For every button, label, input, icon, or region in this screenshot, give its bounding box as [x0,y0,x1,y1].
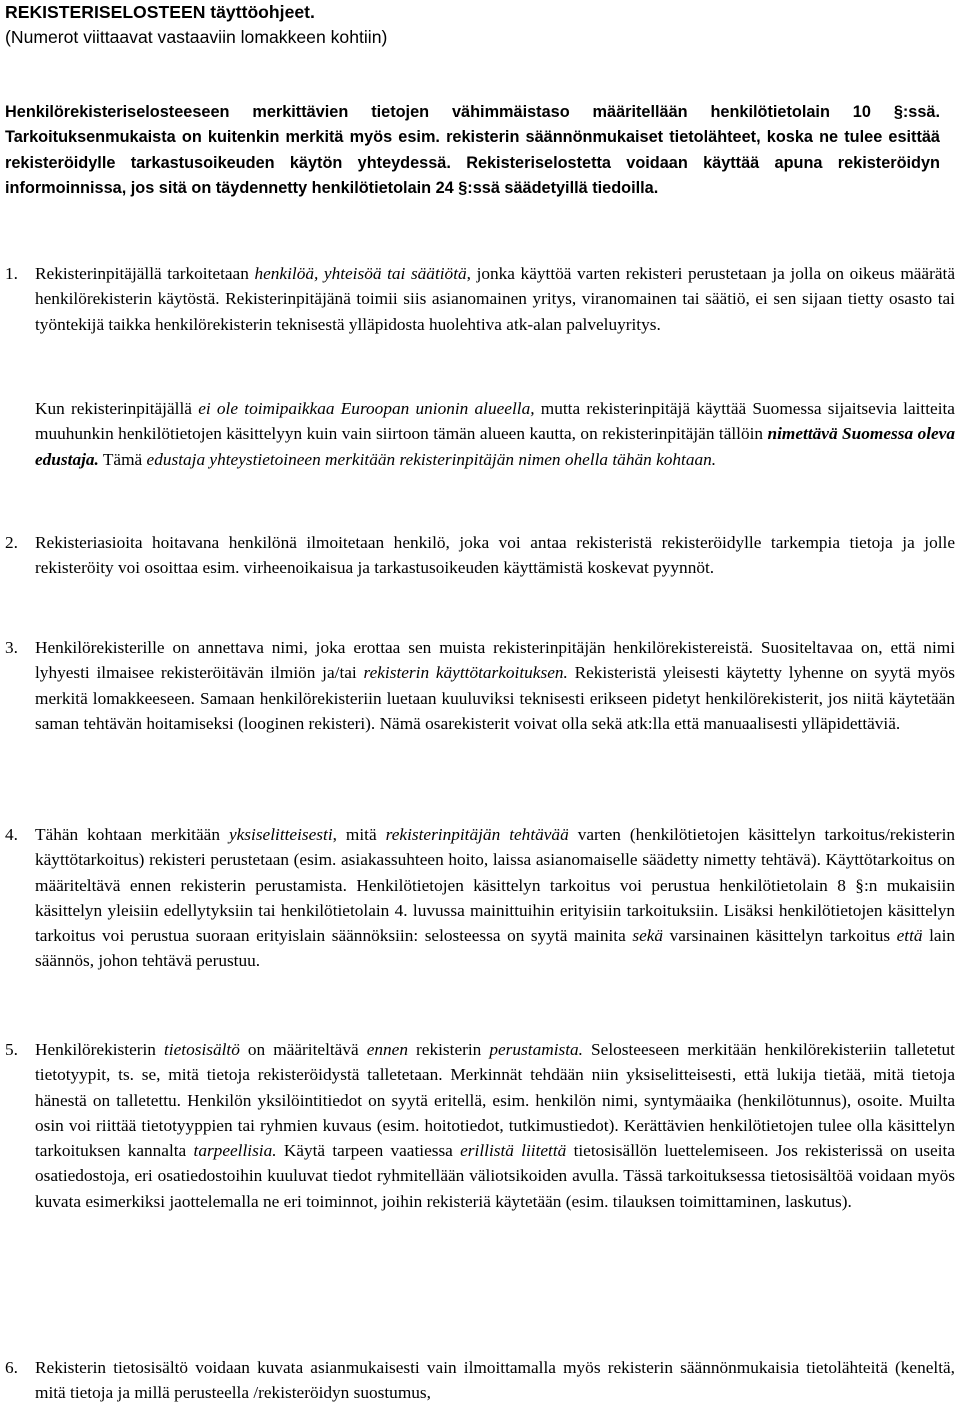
section-4 [5,822,955,974]
section-emphasis: yksiselitteisesti [228,825,333,844]
section-text: Tämä [98,449,147,469]
section-emphasis: henkilöä, yhteisöä tai säätiötä [254,264,467,283]
section-text: Henkilörekisterille on annettava nimi, joka erottaa sen muista rekisterinpitäjän henkilörekistereistä. Suositeltavaa on, että nimi lyhyesti ilmaisee rekisteröitävän ilmiön ja/tai [35,638,955,683]
section-emphasis: erillistä liitettä [460,1141,567,1161]
section-emphasis: rekisterin käyttötarkoituksen. [363,663,568,683]
section-text: Rekisterinpitäjällä tarkoitetaan [35,264,255,283]
section-5 [5,1037,955,1214]
section-text: Rekisterin tietosisältö voidaan kuvata asianmukaisesti vain ilmoittamalla myös rekisterin säännönmukaisia tietolähteitä (keneltä, mitä tietoja ja millä perusteella /rekisteröidyn suostumus, [35,1358,955,1403]
section-emphasis: edustaja yhteystietoineen merkitään rekisterinpitäjän nimen ohella tähän kohtaan. [146,449,717,469]
section-emphasis: rekisterinpitäjän tehtävää [385,825,569,844]
section-number: 2. [5,533,18,552]
section-text: varsinainen käsittelyn tarkoitus [663,926,897,946]
section-strong-emphasis: nimettävä Suomessa oleva edustaja. [35,424,955,469]
section-emphasis: ei ole toimipaikkaa Euroopan unionin alueella, [198,399,535,418]
section-text: , jonka käyttöä varten rekisteri perustetaan ja jolla on oikeus määrätä henkilörekisterin käytöstä. Rekisterinpitäjänä toimii siis asianomainen yritys, viranomainen tai säätiö, ei sen sijaan tietty osasto tai työntekijä taikka henkilörekisterin teknisestä ylläpidosta huolehtiva atk-alan palveluyritys. [35,264,956,334]
section-text: Selosteeseen merkitään henkilörekisteriin talletetut tietotyypit, ts. se, mitä tietoja rekisteröidystä talletetaan. Merkinnät tehdään niin yksiselitteisesti, että lukija tietää, mitä tietoja hänestä on talletettu. Henkilön yksilöintitiedot on syytä eritellä, esim. henkilön nimi, syntymäaika (henkilötunnus), osoite. Muilta osin voi riittää tietotyyppien tai ryhmien kuvaus (esim. hoitotiedot, tutkimustiedot). Kerättävien henkilötietojen tulee olla käsittelyn tarkoituksen kannalta [35,1040,955,1161]
section-emphasis: tietosisältö [164,1040,240,1059]
section-text: tietosisällön luettelemiseen. Jos rekisterissä on useita osatiedostoja, eri osatiedostoihin kuuluvat tiedot ryhmitellään väliotsikoiden avulla. Tässä tarkoituksessa tietosisältöä voidaan myös kuvata esimerkiksi jaottelemalla ne eri toiminnot, joihin rekisteriä käytetään (esim. tilauksen toimittaminen, laskutus). [35,1141,955,1211]
section-1-continued [5,396,955,472]
intro-paragraph [5,100,940,201]
section-number: 5. [5,1040,18,1059]
section-text: mutta rekisterinpitäjä käyttää Suomessa sijaitsevia laitteita muuhunkin henkilötietojen käsittelyyn kuin vain siirtoon tämän alueen kautta, on rekisterinpitäjän tällöin [35,399,955,444]
section-text: Rekisteristä yleisesti käytetty lyhenne on syytä myös merkitä lomakkeeseen. Samaan henkilörekisteriin luetaan kuuluviksi teknisesti erikseen pidetyt henkilörekisterit, jos niitä käytetään saman tehtävän hoitamiseksi (looginen rekisteri). Nämä osarekisterit voivat olla sekä atk:lla että manuaalisesti ylläpidettäviä. [35,663,955,733]
section-text: rekisterin [407,1040,490,1059]
section-text: Henkilörekisterin [35,1040,164,1059]
section-text: Tähän kohtaan merkitään [35,825,229,844]
section-emphasis: tarpeellisia. [193,1141,277,1161]
section-text: on määriteltävä [239,1040,367,1059]
section-text: Rekisteriasioita hoitavana henkilönä ilmoitetaan henkilö, joka voi antaa rekisteristä rekisteröidylle tarkempia tietoja ja jolle rekisteröity voi osoittaa esim. virheenoikaisua ja tarkastusoikeuden käyttämistä koskevat pyynnöt. [35,533,955,578]
section-number: 4. [5,825,18,844]
section-number: 3. [5,638,18,657]
section-emphasis: sekä [632,926,664,946]
section-text: lain säännös, johon tehtävä perustuu. [35,926,956,971]
section-number: 1. [5,264,18,283]
document-header [5,0,935,50]
section-text: , mitä [332,825,386,844]
document-subtitle: (Numerot viittaavat vastaaviin lomakkeen kohtiin) [5,27,388,47]
section-emphasis: ennen [366,1040,408,1059]
intro-text-1: Henkilörekisteriselosteeseen merkittävien tietojen vähimmäistaso määritellään henkilötietolain 10 §:ssä. Tarkoituksenmukaista on kuitenkin merkitä myös esim. rekisterin säännönmukaiset tietolähteet, koska ne tulee esittää rekisteröidylle tarkastusoikeuden käytön yhteydessä. [5,103,940,172]
section-text: Käytä tarpeen vaatiessa [276,1141,461,1161]
section-text: varten (henkilötietojen käsittelyn tarkoitus/rekisterin käyttötarkoitus) rekisteri perustetaan (esim. asiakassuhteen hoito, laissa asianomaiselle säädetty nimetty tehtävä). Käyttötarkoitus on määriteltävä ennen rekisterin perustamista. Henkilötietojen käsittelyn tarkoitus voi perustua henkilötietolain 8 §:n mukaisiin käsittelyn yleisiin edellytyksiin tai henkilötietolain 4. luvussa mainittuihin erityisiin tarkoituksiin. Lisäksi henkilötietojen käsittelyn tarkoitus voi perustua suoraan erityislain säännöksiin: selosteessa on syytä mainita [35,825,956,946]
section-text: Kun rekisterinpitäjällä [35,399,199,418]
section-emphasis: että [896,926,923,946]
intro-text-2: Rekisteriselostetta voidaan käyttää apuna rekisteröidyn informoinnissa, jos sitä on täydennetty henkilötietolain 24 §:ssä säädetyillä tiedoilla. [5,153,941,197]
section-emphasis: perustamista. [489,1040,583,1059]
document-title: REKISTERISELOSTEEN täyttöohjeet. [5,2,315,22]
section-6 [5,1355,955,1406]
section-2 [5,530,955,581]
section-3 [5,635,955,736]
section-number: 6. [5,1358,18,1377]
section-1 [5,261,955,337]
